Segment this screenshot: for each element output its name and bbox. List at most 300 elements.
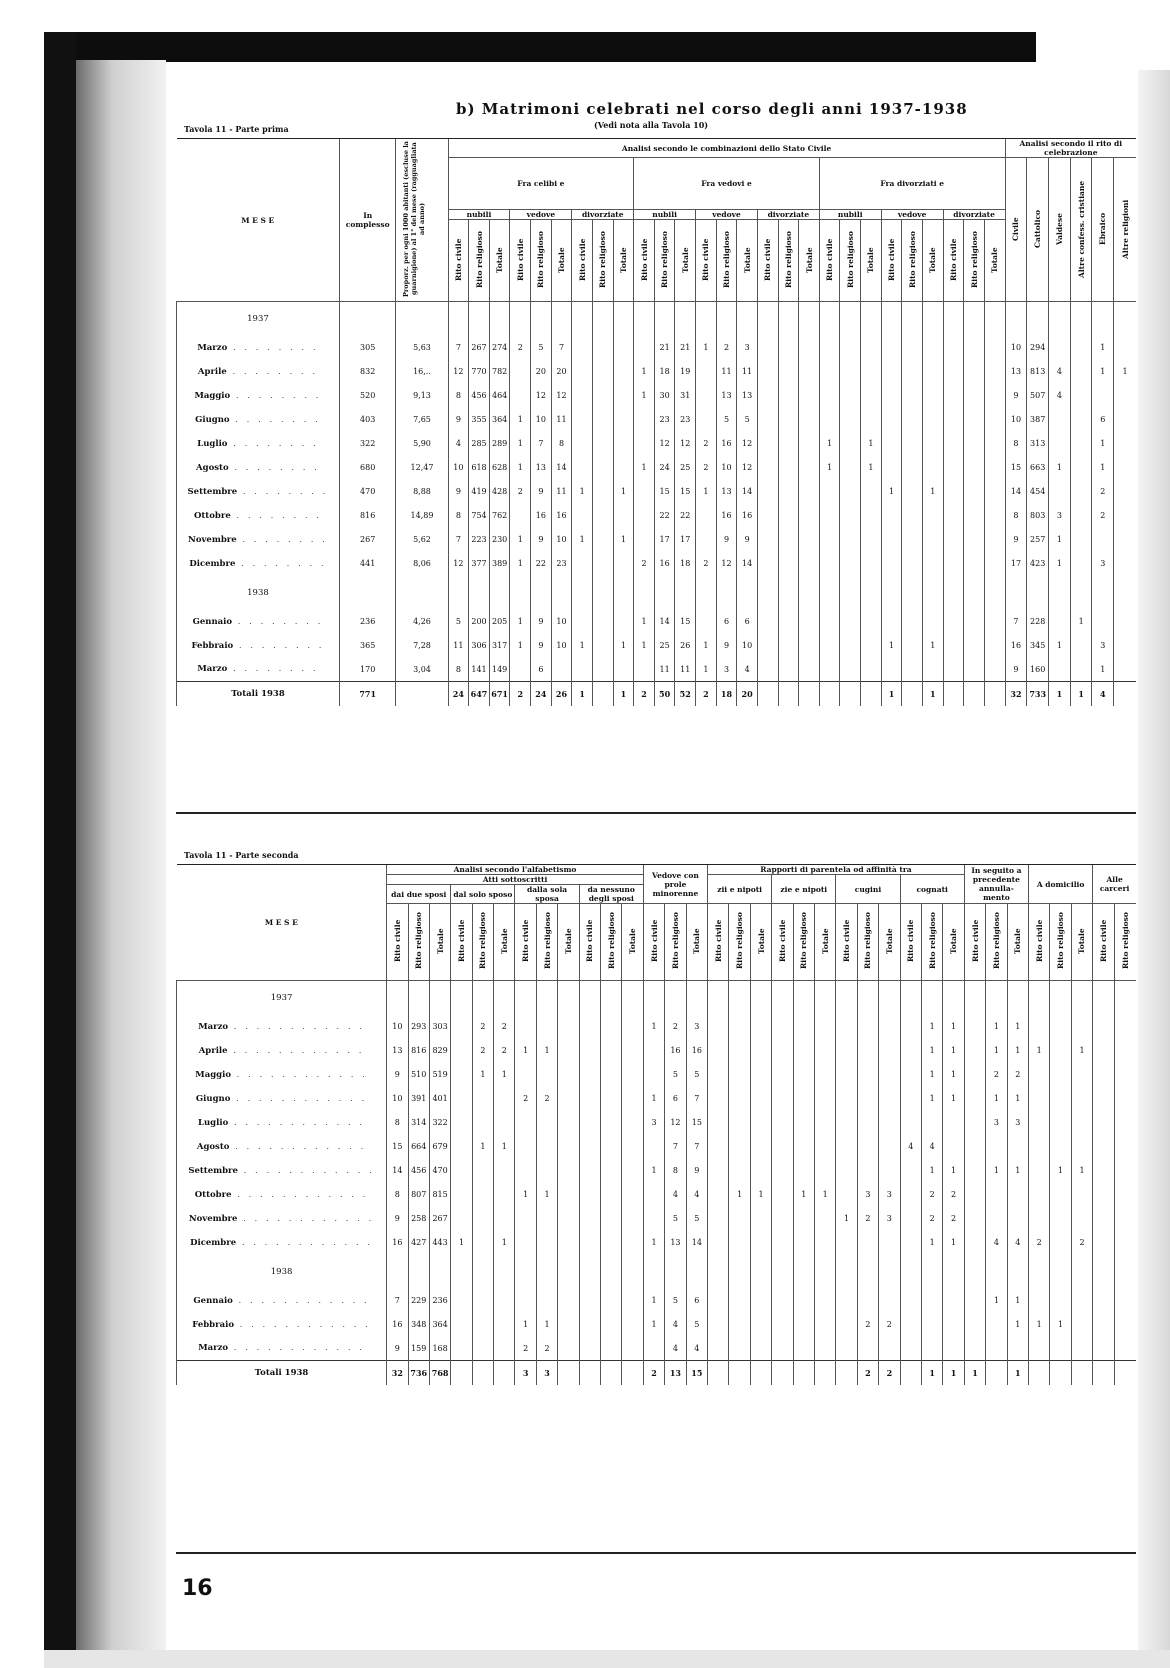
cell [757,336,778,360]
cell: 813 [1027,360,1049,384]
cell [1093,1135,1114,1159]
cell [579,1207,600,1231]
cell: 454 [1027,480,1049,504]
cell [840,360,861,384]
cell [1007,1135,1028,1159]
cell [1050,1111,1071,1135]
cell [861,504,882,528]
cell: 807 [408,1183,429,1207]
cell [515,1015,536,1039]
cell [793,1063,814,1087]
cell: 1 [921,1087,942,1111]
cell [778,336,799,360]
page-title: b) Matrimoni celebrati nel corso degli anni 1937-1938 [456,100,968,118]
cell [1071,1337,1092,1361]
cell: 519 [429,1063,450,1087]
cell: 10 [716,456,737,480]
cell [964,1087,985,1111]
cell [922,432,943,456]
subhead-civile: Rito civile [579,904,600,981]
group-rapporti: Rapporti di parentela od affinità tra [708,865,965,875]
cell: 4 [1092,682,1114,706]
cell: 348 [408,1313,429,1337]
cell [900,1159,921,1183]
cell [984,682,1005,706]
cell [922,552,943,576]
cell [622,1039,643,1063]
cell: 816 [408,1039,429,1063]
cell: 6 [665,1087,686,1111]
cell: 20 [531,360,552,384]
cell [772,1159,793,1183]
subhead-religioso: Rito religioso [592,220,613,302]
cell: 7 [448,528,469,552]
cell [881,456,902,480]
cell [729,1087,750,1111]
cell [964,682,985,706]
cell [536,1135,557,1159]
cell [1093,1087,1114,1111]
row-month: Marzo . . . . . . . . . . . . [177,1015,387,1039]
cell [799,480,820,504]
cell: 7 [551,336,572,360]
cell: 2 [1071,1231,1092,1255]
cell [902,336,923,360]
cell: 3 [857,1183,878,1207]
cat-nubili: nubili [819,209,881,220]
cell: 1 [696,658,717,682]
cell: 8 [387,1111,408,1135]
atti-dal-sposo: dal solo sposo [451,885,515,904]
cell [900,1063,921,1087]
cell [1070,336,1092,360]
cell [799,456,820,480]
cell: 1 [510,634,531,658]
cell [921,1111,942,1135]
row-month: Settembre . . . . . . . . [177,480,340,504]
cell: 1 [881,480,902,504]
cell [757,682,778,706]
cell [900,1289,921,1313]
cell: 31 [675,384,696,408]
cell [840,384,861,408]
cell [579,1087,600,1111]
cell [1070,552,1092,576]
cell: 1 [536,1039,557,1063]
subhead-totale: Totale [879,904,900,981]
cell-complesso: 403 [339,408,395,432]
cell: 1 [643,1313,664,1337]
cell [772,1207,793,1231]
cell [964,1337,985,1361]
cell: 6 [1092,408,1114,432]
cell [814,1289,835,1313]
cell: 12 [448,552,469,576]
cell [757,480,778,504]
table-row [177,504,1137,528]
atti-nessuno: da nessuno degli sposi [579,885,643,904]
cell [1050,1207,1071,1231]
cell [1070,528,1092,552]
cell [622,1063,643,1087]
cell: 5 [686,1207,707,1231]
group-domicilio: A domicilio [1029,865,1093,904]
cell: 470 [429,1159,450,1183]
cell [922,504,943,528]
subhead-religioso: Rito religioso [986,904,1007,981]
cell-proporz: 16,.. [396,360,448,384]
cell [601,1313,622,1337]
cell [1049,480,1071,504]
cell: 7 [686,1135,707,1159]
cell [1029,1183,1050,1207]
row-month: Settembre . . . . . . . . . . . . [177,1159,387,1183]
row-month: Agosto . . . . . . . . . . . . [177,1135,387,1159]
cell [1114,1135,1136,1159]
cell [1070,504,1092,528]
cell [836,1183,857,1207]
cell [881,336,902,360]
cell: 3 [536,1361,557,1385]
cell: 2 [515,1087,536,1111]
cell [729,1337,750,1361]
cell [643,1039,664,1063]
cell [494,1337,515,1361]
cell [964,1063,985,1087]
cell: 12 [737,456,758,480]
cell: 25 [675,456,696,480]
cell [696,408,717,432]
cell [622,1135,643,1159]
cell: 289 [489,432,510,456]
cell [572,384,593,408]
cell: 6 [716,610,737,634]
cell: 14 [737,480,758,504]
cell: 9 [387,1063,408,1087]
cell [836,1289,857,1313]
cell [1070,384,1092,408]
rap-zii: zii e nipoti [708,875,772,904]
cell [757,408,778,432]
cell: 464 [489,384,510,408]
year-row-1937: 1937 [177,981,1137,1015]
cell [986,1361,1007,1385]
cell [451,1183,472,1207]
cell [772,1361,793,1385]
cell [622,1159,643,1183]
cell [613,408,634,432]
cell: 1 [1049,456,1071,480]
cell [536,1159,557,1183]
cell [814,1015,835,1039]
cell-complesso: 832 [339,360,395,384]
cell [1029,1135,1050,1159]
cell: 1 [696,480,717,504]
cell [943,528,964,552]
cell: 628 [489,456,510,480]
cell: 1 [1092,336,1114,360]
cell [750,1361,771,1385]
cell [750,1337,771,1361]
subhead-civile: Rito civile [836,904,857,981]
cell [510,658,531,682]
cell [840,504,861,528]
cell [592,384,613,408]
cell [1049,610,1071,634]
cell [1071,1135,1092,1159]
cell-complesso: 441 [339,552,395,576]
table-row [177,1231,1137,1255]
cell: 16 [686,1039,707,1063]
cell [579,1183,600,1207]
year-row-1938: 1938 [177,1255,1137,1289]
cell: 159 [408,1337,429,1361]
subhead-civile: Rito civile [634,220,655,302]
cell: 1 [536,1183,557,1207]
cell [964,336,985,360]
cell [819,634,840,658]
sub-fra-celibi: Fra celibi e [448,158,634,210]
cell: 223 [469,528,490,552]
cell [840,552,861,576]
cell [799,658,820,682]
cell: 50 [654,682,675,706]
cell [558,1361,579,1385]
cell: 14 [1005,480,1027,504]
cell [778,658,799,682]
table-row [177,456,1137,480]
cell [1093,1063,1114,1087]
cell: 8 [665,1159,686,1183]
cell: 1 [1049,634,1071,658]
cell: 4 [665,1337,686,1361]
cell [1114,1313,1136,1337]
row-month: Marzo . . . . . . . . [177,336,340,360]
subhead-civile: Rito civile [943,220,964,302]
cell [579,1313,600,1337]
cell [634,432,655,456]
cell: 1 [1007,1087,1028,1111]
cell: 1 [943,1159,964,1183]
subhead-civile: Rito civile [387,904,408,981]
cell: 12 [551,384,572,408]
cell: 24 [448,682,469,706]
cell [592,634,613,658]
cell: 21 [654,336,675,360]
cell [757,658,778,682]
cell [558,1231,579,1255]
table-row [177,1289,1137,1313]
cell [778,408,799,432]
cell-complesso: 267 [339,528,395,552]
subhead-totale: Totale [429,904,450,981]
cell [494,1087,515,1111]
cell [601,1135,622,1159]
cell [515,1207,536,1231]
cell [984,432,1005,456]
cell [510,360,531,384]
cell [922,610,943,634]
cell: 364 [489,408,510,432]
cell [1093,1183,1114,1207]
cell: 4 [665,1183,686,1207]
cell [592,504,613,528]
table-row [177,1015,1137,1039]
cell [879,1289,900,1313]
cell: 15 [654,480,675,504]
cell [708,1039,729,1063]
col-mese: M E S E [177,139,340,302]
cell: 285 [469,432,490,456]
subhead-civile: Rito civile [1093,904,1114,981]
subhead-civile: Rito civile [572,220,593,302]
cell [814,1361,835,1385]
cell: 7 [387,1289,408,1313]
subhead-totale: Totale [489,220,510,302]
cell: 401 [429,1087,450,1111]
cell [900,1015,921,1039]
cell [861,408,882,432]
cell: 3 [879,1183,900,1207]
cell [558,1087,579,1111]
row-month: Novembre . . . . . . . . [177,528,340,552]
cell [814,1111,835,1135]
cell [1029,1337,1050,1361]
cell [1029,1207,1050,1231]
cell: 13 [387,1039,408,1063]
cell [1071,1313,1092,1337]
cell [943,480,964,504]
cell [472,1207,493,1231]
cell [515,1135,536,1159]
cell: 2 [1092,504,1114,528]
cell [579,1231,600,1255]
cell [857,1159,878,1183]
cell [879,1015,900,1039]
cell [472,1111,493,1135]
subhead-religioso: Rito religioso [716,220,737,302]
cell [515,1231,536,1255]
cell [840,658,861,682]
rito-altre-religioni: Altre religioni [1114,158,1136,302]
cell [729,1231,750,1255]
cell: 168 [429,1337,450,1361]
cell [572,336,593,360]
row-month: Ottobre . . . . . . . . [177,504,340,528]
cell: 1 [572,682,593,706]
cell [943,504,964,528]
cell [922,456,943,480]
cell [634,408,655,432]
cell [984,634,1005,658]
cell [515,1063,536,1087]
cell: 4 [1049,360,1071,384]
cell: 15 [686,1361,707,1385]
cell [1093,1039,1114,1063]
cell: 16 [551,504,572,528]
cell [861,384,882,408]
book-binding-edge [76,60,166,1668]
cell [881,610,902,634]
cell [472,1289,493,1313]
cell: 1 [921,1231,942,1255]
cell: 4 [1049,384,1071,408]
cell [1114,1111,1136,1135]
cell: 770 [469,360,490,384]
cell: 1 [572,528,593,552]
cell [472,1183,493,1207]
cell: 9 [1005,528,1027,552]
cell: 2 [1029,1231,1050,1255]
cell: 1 [1007,1361,1028,1385]
cell [613,360,634,384]
cell: 1 [1071,1039,1092,1063]
cell [793,1207,814,1231]
cell: 1 [1092,456,1114,480]
subhead-civile: Rito civile [643,904,664,981]
cell [613,456,634,480]
cell-proporz: 9,13 [396,384,448,408]
cell: 4 [737,658,758,682]
cell [772,1289,793,1313]
subhead-totale: Totale [943,904,964,981]
rito-ebraico: Ebraico [1092,158,1114,302]
part1-table [176,138,1136,706]
cell: 32 [1005,682,1027,706]
cell [793,1289,814,1313]
rito-altre-confess: Altre confess. cristiane [1070,158,1092,302]
cell: 13 [531,456,552,480]
cell: 18 [675,552,696,576]
cell [986,1313,1007,1337]
subhead-religioso: Rito religioso [840,220,861,302]
cell [902,634,923,658]
row-month: Aprile . . . . . . . . [177,360,340,384]
cell [1070,360,1092,384]
cell: 2 [665,1015,686,1039]
cell [451,1159,472,1183]
cell [793,1015,814,1039]
group-alfabetismo: Analisi secondo l'alfabetismo [387,865,644,875]
cell [601,1337,622,1361]
cell [1071,1063,1092,1087]
cell [1114,336,1136,360]
cell [494,1159,515,1183]
cell [964,1183,985,1207]
cell: 1 [986,1039,1007,1063]
cell [921,1337,942,1361]
cell [778,528,799,552]
cell: 3 [737,336,758,360]
cell [1093,1231,1114,1255]
sub-fra-divorziati: Fra divorziati e [819,158,1005,210]
cell-complesso: 170 [339,658,395,682]
cell-complesso: 365 [339,634,395,658]
cell [1114,1183,1136,1207]
cell [881,360,902,384]
col-mese-2: M E S E [177,865,387,981]
cell [622,1111,643,1135]
table-row [177,1039,1137,1063]
cell [1093,1207,1114,1231]
cell: 10 [551,610,572,634]
row-month: Febbraio . . . . . . . . . . . . [177,1313,387,1337]
table-row [177,1361,1137,1385]
cell: 9 [531,610,552,634]
subhead-civile: Rito civile [881,220,902,302]
cell [857,1015,878,1039]
cell [572,658,593,682]
